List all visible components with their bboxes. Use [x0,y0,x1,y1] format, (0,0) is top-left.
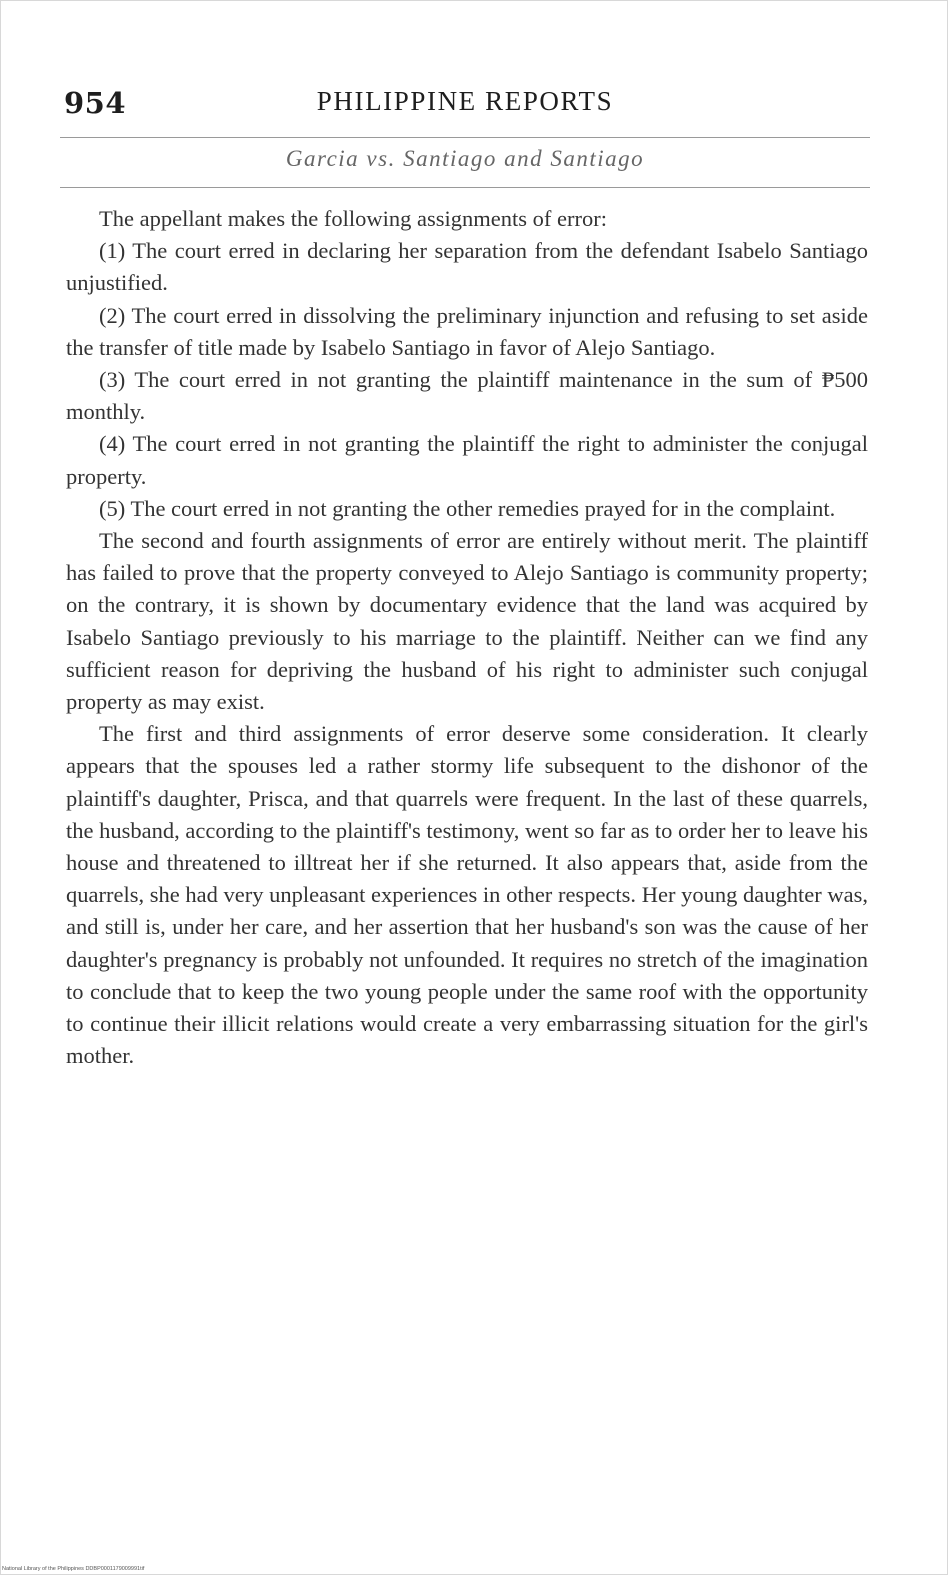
assignment-1: (1) The court erred in declaring her separation from the defendant Isabelo Santiago unjustified. [66,238,868,296]
body-text [66,203,868,1072]
header-rule-bottom [60,187,870,188]
assignment-2: (2) The court erred in dissolving the preliminary injunction and refusing to set aside the transfer of title made by Isabelo Santiago in favor of Alejo Santiago. [66,302,868,360]
assignment-4: (4) The court erred in not granting the plaintiff the right to administer the conjugal property. [66,431,868,489]
header-rule-top [60,137,870,138]
assignment-3: (3) The court erred in not granting the plaintiff maintenance in the sum of ₱500 monthly. [66,367,868,425]
page-number: 954 [64,86,127,120]
scan-footer-mark: National Library of the Philippines DDBP0001179009991tif [2,1566,145,1572]
paragraph-first-third: The first and third assignments of error deserve some consideration. It clearly appears that the spouses led a rather stormy life subsequent to the dishonor of the plaintiff's daughter, Prisca, and that quarrels were frequent. In the last of these quarrels, the husband, according to the plaintiff's testimony, went so far as to order her to leave his house and threatened to illtreat her if she returned. It also appears that, aside from the quarrels, she had very unpleasant experiences in other respects. Her young daughter was, and still is, under her care, and her assertion that her husband's son was the cause of her daughter's pregnancy is probably not unfounded. It requires no stretch of the imagination to conclude that to keep the two young people under the same roof with the opportunity to continue their illicit relations would create a very embarrassing situation for the girl's mother. [66,721,868,1069]
assignment-5: (5) The court erred in not granting the other remedies prayed for in the complaint. [99,495,836,521]
page-header [60,86,870,126]
case-title: Garcia vs. Santiago and Santiago [285,146,645,171]
running-title: PHILIPPINE REPORTS [316,86,614,116]
paragraph-second-fourth: The second and fourth assignments of error are entirely without merit. The plaintiff has failed to prove that the property conveyed to Alejo Santiago is community property; on the contrary, it is shown by documentary evidence that the land was acquired by Isabelo Santiago previously to his marriage to the plaintiff. Neither can we find any sufficient reason for depriving the husband of his right to administer such conjugal property as may exist. [66,528,868,715]
paragraph-intro: The appellant makes the following assignments of error: [99,206,607,231]
